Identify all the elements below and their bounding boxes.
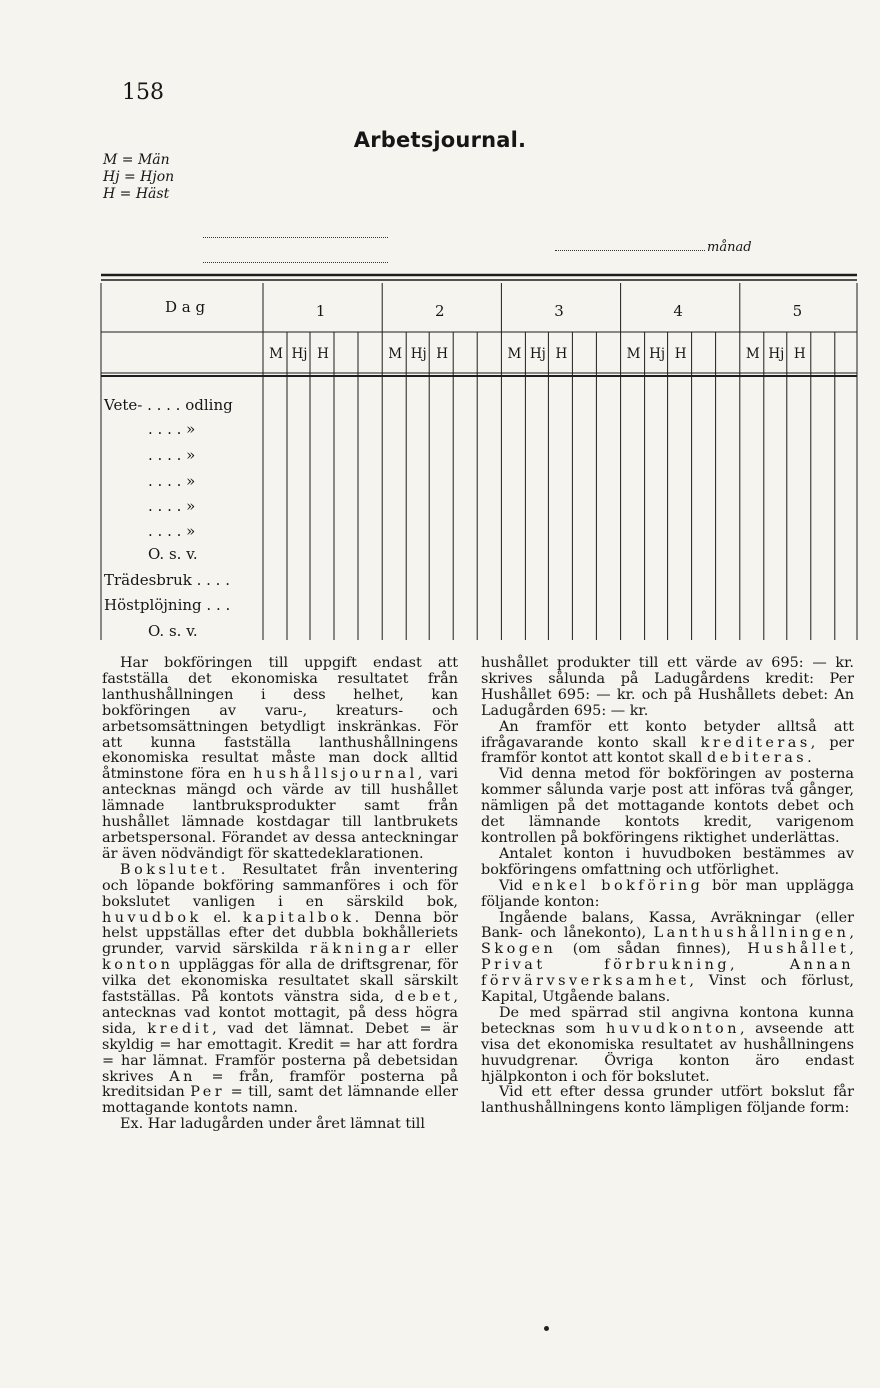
sub-header-h: H [317,346,329,362]
sub-header-hj: Hj [649,346,666,362]
sub-header-h: H [793,346,806,362]
day-number: 4 [673,302,683,320]
sub-header-hj: Hj [291,346,308,362]
journal-table-grid [0,0,880,660]
table-row-label: O. s. v. [148,545,198,563]
paragraph: hushållet produkter till ett värde av 695: — kr. skrives sålunda på Ladugårdens kredit: Per Hushållet 695: — kr. och på Hushållets debet: An Ladugården 695: — kr. [481,655,854,719]
table-row-label: O. s. v. [148,622,198,640]
paragraph: Vid denna metod för bokföringen av posterna kommer sålunda varje post att införas två gånger, nämligen på det mottagande kontots debet och det lämnande kontots kredit, varigenom kontrollen på bokföringens riktighet underlättas. [481,766,854,846]
legend-item: Hj = Hjon [103,169,175,185]
month-label: månad [707,240,752,255]
sub-header-m: M [745,346,760,362]
sub-header-m: M [626,346,641,362]
sub-header-hj: Hj [768,346,785,362]
table-row-label: Höstplöjning . . . [104,596,231,614]
text-column-left [102,656,458,1133]
sub-header-h: H [555,346,568,362]
table-row-label: . . . . » [148,522,196,540]
paragraph: Bokslutet. Resultatet från inventering och löpande bokföring sammanföres i och för bokslutet vanligen i en särskild bok, huvudbok el. kapitalbok. Denna bör helst uppställas efter det dubbla bokhålleriets grunder, varvid särskilda räkningar eller konton uppläggas för alla de driftsgrenar, för vilka det ekonomiska resultatet skall särskilt fastställas. På kontots vänstra sida, debet, antecknas vad kontot mottagit, på dess högra sida, kredit, vad det lämnat. Debet = är skyldig = har emottagit. Kredit = har att fordra = har lämnat. Framför posterna på debetsidan skrives An = från, framför posterna på kreditsidan Per = till, samt det lämnande eller mottagande kontots namn. [102,861,459,1117]
sub-header-m: M [388,346,403,362]
day-number: 1 [315,302,326,320]
day-number: 3 [554,302,564,320]
paragraph: Ex. Har ladugården under året lämnat till [120,1116,425,1133]
page-number: 158 [122,80,164,105]
paragraph: De med spärrad stil angivna kontona kunna betecknas som huvudkonton, avseende att visa det ekonomiska resultatet av hushållningens huvudgrenar. Övriga konton äro endast hjälpkonton i och för bokslutet. [481,1004,855,1085]
table-row-label: . . . . » [148,472,196,490]
page-title: Arbetsjournal. [353,128,527,152]
paragraph: An framför ett konto betyder alltså att ifrågavarande konto skall krediteras, per framför kontot att kontot skall debiteras. [481,718,854,767]
sub-header-m: M [507,346,522,362]
day-header: D a g [164,298,206,316]
table-row-label: Vete- . . . . odling [104,396,233,414]
sub-header-h: H [674,346,687,362]
table-row-label: . . . . » [148,420,196,438]
ink-dot [544,1326,549,1331]
table-row-label: Trädesbruk . . . . [104,571,230,589]
legend-item: M = Män [103,152,170,168]
day-number: 5 [792,302,803,320]
sub-header-m: M [269,346,283,362]
table-row-label: . . . . » [148,446,196,464]
sub-header-h: H [436,346,449,362]
paragraph: Vid ett efter dessa grunder utfört bokslut får lanthushållningens konto lämpligen följande form: [481,1084,854,1117]
table-row-label: . . . . » [148,497,196,515]
sub-header-hj: Hj [529,346,546,362]
day-number: 2 [435,302,445,320]
paragraph: Vid enkel bokföring bör man upplägga följande konton: [481,877,854,910]
paragraph: Ingående balans, Kassa, Avräkningar (eller Bank- och lånekonto), Lanthushållningen, Skogen (om sådan finnes), Hushållet, Privat förbrukning, Annan förvärvsverksamhet, Vinst och förlust, Kapital, Utgående balans. [481,909,854,1006]
sub-header-hj: Hj [410,346,427,362]
text-column-right [481,656,854,1117]
legend-item: H = Häst [103,186,170,202]
paragraph: Antalet konton i huvudboken bestämmes av bokföringens omfattning och utförlighet. [481,845,854,878]
paragraph: Har bokföringen till uppgift endast att fastställa det ekonomiska resultatet från lanthushållningen i dess helhet, kan bokföringen av varu-, kreaturs- och arbetsomsättningen betydligt inskränkas. För att kunna fastställa lanthushållningens ekonomiska resultat måste man dock alltid åtminstone föra en hushållsjournal, vari antecknas mängd och värde av till hushållet lämnade lantbruksprodukter samt från hushållet lämnade kostdagar till lantbrukets arbetspersonal. Förandet av dessa anteckningar är även nödvändigt för skattedeklarationen. [102,655,459,862]
